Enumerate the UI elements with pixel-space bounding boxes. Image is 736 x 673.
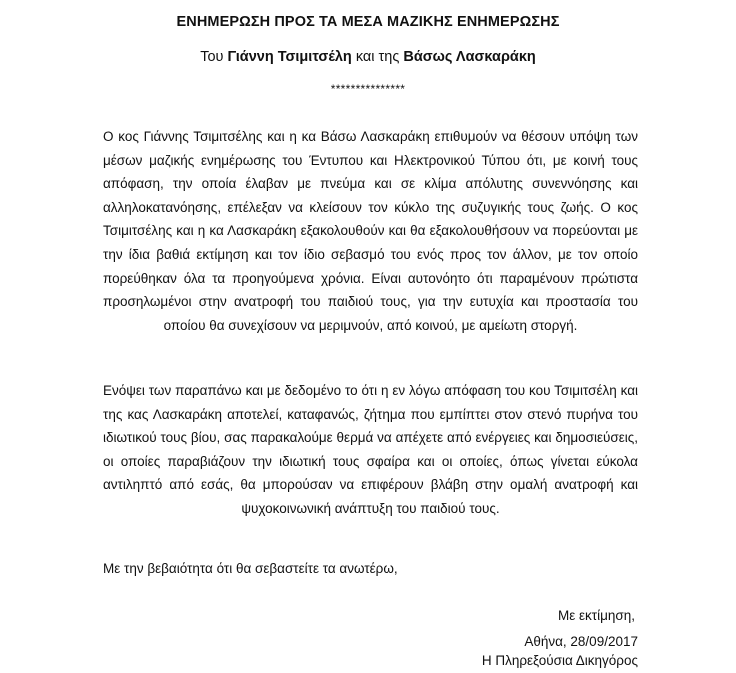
subtitle-name-1: Γιάννη Τσιμιτσέλη — [227, 49, 352, 65]
paragraph-1: Ο κος Γιάννης Τσιμιτσέλης και η κα Βάσω Λασκαράκη επιθυμούν να θέσουν υπόψη των μέσων μαζικής ενημέρωσης του Έντυπου και Ηλεκτρονικού Τύπου ότι, με κοινή τους απόφαση, την οποία έλαβαν με πνεύμα και σε κλίμα απόλυτης συνεννόησης και αλληλοκατανόησης, επέλεξαν να κλείσουν τον κύκλο της συζυγικής τους ζωής. Ο κος Τσιμιτσέλης και η κα Λασκαράκη εξακολουθούν και θα εξακολουθήσουν να πορεύονται με την ίδια βαθιά εκτίμηση και τον ίδιο σεβασμό του ενός προς τον άλλον, με τον οποίο πορεύθηκαν όλα τα προηγούμενα χρόνια. Είναι αυτονόητο ότι παραμένουν πρώτιστα προσηλωμένοι στην ανατροφή του παιδιού τους, για την ευτυχία και προστασία του οποίου θα συνεχίσουν να μεριμνούν, από κοινού, με αμείωτη στοργή. — [103, 129, 638, 333]
document-subtitle — [0, 49, 736, 65]
signer-line: Η Πληρεξούσια Δικηγόρος — [481, 653, 638, 668]
document-title: ΕΝΗΜΕΡΩΣΗ ΠΡΟΣ ΤΑ ΜΕΣΑ ΜΑΖΙΚΗΣ ΕΝΗΜΕΡΩΣΗΣ — [176, 14, 560, 30]
subtitle-name-2: Βάσως Λασκαράκη — [403, 49, 536, 65]
closing-line: Με την βεβαιότητα ότι θα σεβαστείτε τα ανωτέρω, — [103, 561, 398, 576]
place-date: Αθήνα, 28/09/2017 — [524, 634, 638, 649]
separator-stars: *************** — [330, 82, 406, 96]
regards-line: Με εκτίμηση, — [558, 608, 635, 623]
subtitle-prefix: Του — [200, 49, 228, 65]
paragraph-2: Ενόψει των παραπάνω και με δεδομένο το ότι η εν λόγω απόφαση του κου Τσιμιτσέλη και της κας Λασκαράκη αποτελεί, καταφανώς, ζήτημα που εμπίπτει στον στενό πυρήνα του ιδιωτικού τους βίου, σας παρακαλούμε θερμά να απέχετε από ενέργειες και δημοσιεύσεις, οι οποίες παραβιάζουν την ιδιωτική τους σφαίρα και οι οποίες, όπως γίνεται εύκολα αντιληπτό από εσάς, θα μπορούσαν να επιφέρουν βλάβη στην ομαλή ανατροφή και ψυχοκοινωνική ανάπτυξη του παιδιού τους. — [103, 383, 638, 516]
subtitle-middle: και της — [351, 49, 404, 65]
